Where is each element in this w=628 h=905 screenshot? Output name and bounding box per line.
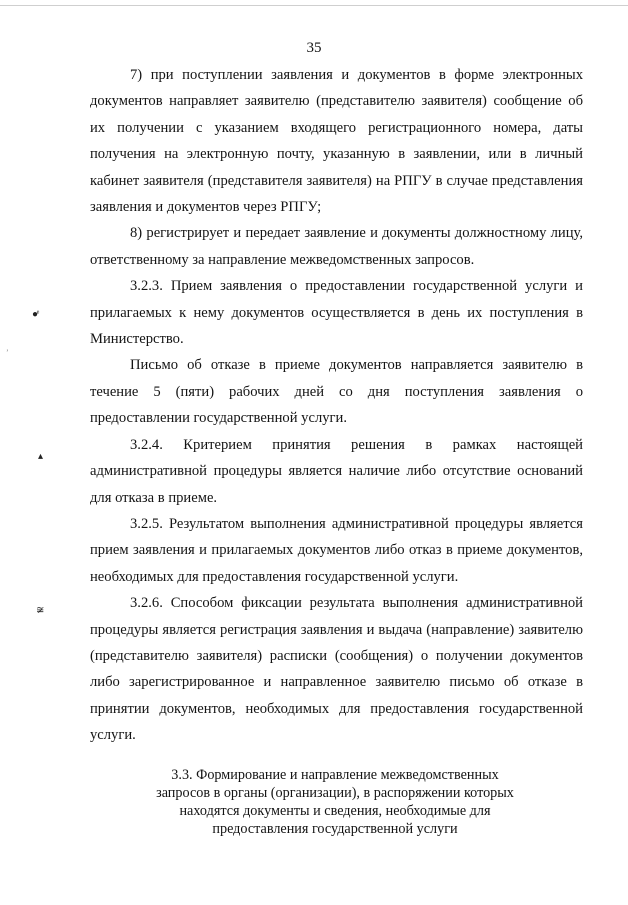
paragraph-item-7: 7) при поступлении заявления и документов в форме электронных документов направляет заявителю (представителю заявителя) сообщение об их получении с указанием входящего регистрационного номера, даты получения на электронную почту, указанную в заявлении, или в личный кабинет заявителя (представителя заявителя) на РПГУ в случае представления заявления и документов через РПГУ; xyxy=(90,67,583,216)
scan-speck-icon: ≆ xyxy=(36,605,45,616)
paragraph-3-2-4: 3.2.4. Критерием принятия решения в рамках настоящей административной процедуры является наличие либо отсутствие оснований для отказа в приеме. xyxy=(90,436,583,506)
paragraph-item-8: 8) регистрирует и передает заявление и документы должностному лицу, ответственному за направление межведомственных запросов. xyxy=(90,225,583,268)
scan-speck-icon: ʼ xyxy=(6,348,9,357)
scan-top-edge xyxy=(0,5,628,6)
paragraph-3-2-5: 3.2.5. Результатом выполнения административной процедуры является прием заявления и прилагаемых документов либо отказ в приеме документов, необходимых для предоставления государственной услуги. xyxy=(90,515,583,585)
heading-line: находятся документы и сведения, необходимые для xyxy=(179,803,491,819)
heading-line: 3.3. Формирование и направление межведомственных xyxy=(171,767,499,783)
scan-speck-icon: ▴ xyxy=(38,451,44,462)
paragraph-3-2-6: 3.2.6. Способом фиксации результата выполнения административной процедуры является регистрация заявления и выдача (направление) заявителю (представителю заявителя) расписки (сообщения) о получении документов либо зарегистрированное и направленное заявителю письмо об отказе в принятии документов, необходимых для предоставления государственной услуги. xyxy=(90,595,583,744)
section-heading-3-3 xyxy=(120,766,550,838)
paragraph-3-2-3: 3.2.3. Прием заявления о предоставлении государственной услуги и прилагаемых к нему документов осуществляется в день их поступления в Министерство. xyxy=(90,278,583,348)
paragraph-refusal-letter: Письмо об отказе в приеме документов направляется заявителю в течение 5 (пяти) рабочих дней со дня поступления заявления о предоставлении государственной услуги. xyxy=(90,357,583,427)
page-number: 35 xyxy=(306,40,322,56)
document-body xyxy=(90,62,583,749)
scan-speck-icon: ●ͤ xyxy=(32,309,39,320)
heading-line: запросов в органы (организации), в распоряжении которых xyxy=(156,785,514,801)
heading-line: предоставления государственной услуги xyxy=(212,821,458,837)
